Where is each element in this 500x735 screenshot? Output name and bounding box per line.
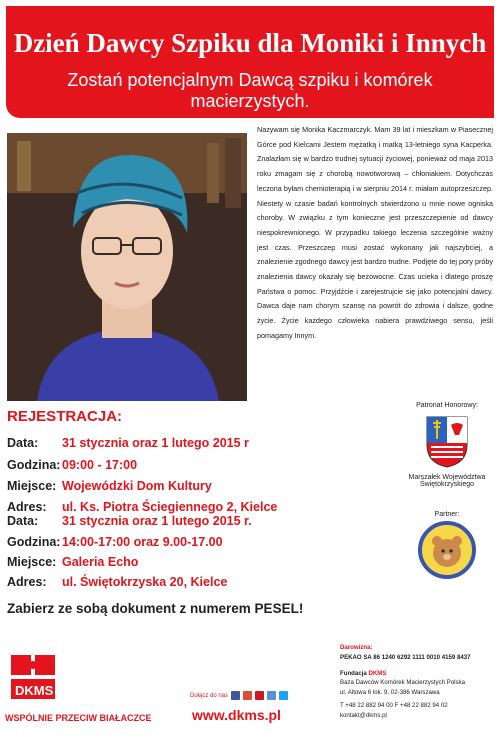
event2-time-value: 14:00-17:00 oraz 9.00-17.00 (62, 535, 223, 549)
patron-block (400, 402, 494, 488)
twitter-icon[interactable] (279, 691, 288, 700)
event2-address-label: Adres: (7, 575, 47, 589)
event1-date-label: Data: (7, 436, 39, 450)
portrait-photo (7, 133, 247, 401)
foundation-address: ul. Altowa 6 lok. 9, 02-386 Warszawa (340, 689, 440, 697)
youtube-icon[interactable] (255, 691, 264, 700)
patron-line2: Świętokrzyskiego (419, 481, 475, 488)
event1-time-value: 09:00 - 17:00 (62, 458, 138, 472)
foundation-org: Baza Dawców Komórek Macierzystych Polska (340, 679, 465, 687)
pesel-notice: Zabierz ze sobą dokument z numerem PESEL! (7, 601, 304, 616)
social-links (190, 691, 288, 700)
dolacz-label: Dołącz do nas (190, 692, 229, 699)
dkms-logo (7, 651, 77, 718)
event2-time-label: Godzina: (7, 535, 61, 549)
event1-date-value: 31 stycznia oraz 1 lutego 2015 r (62, 436, 249, 450)
event1-address-row (7, 500, 277, 514)
event2-address-row (7, 575, 227, 589)
patron-line1: Marszałek Województwa (408, 474, 486, 481)
foundation-prefix: Fundacja (340, 669, 367, 677)
portrait-illustration (7, 133, 247, 401)
page-title: Dzień Dawcy Szpiku dla Moniki i Innych (13, 28, 487, 58)
event1-address-value: ul. Ks. Piotra Ściegiennego 2, Kielce (62, 500, 278, 514)
event2-place-label: Miejsce: (7, 555, 57, 569)
voivodeship-coat-of-arms-icon (425, 415, 469, 469)
event1-date-row (7, 436, 249, 450)
foundation-phones: T +48 22 882 94 00 F +48 22 882 94 02 (340, 701, 448, 709)
event1-time-row (7, 458, 137, 472)
header-banner (6, 6, 494, 118)
contact-block (340, 643, 498, 721)
event1-place-value: Wojewódzki Dom Kultury (62, 479, 212, 493)
patron-title: Patronat Honorowy: (416, 402, 478, 409)
google-plus-icon[interactable] (243, 691, 252, 700)
partner-block (400, 511, 494, 581)
donation-label: Darowizna: (340, 644, 373, 651)
bank-account: PEKAO SA 86 1240 6292 1111 0010 4159 8437 (340, 653, 471, 661)
event2-place-value: Galeria Echo (62, 555, 139, 569)
event2-date-value: 31 stycznia oraz 1 lutego 2015 r. (62, 514, 252, 528)
blog-icon[interactable] (267, 691, 276, 700)
event1-place-label: Miejsce: (7, 479, 57, 493)
registration-title: REJESTRACJA: (7, 408, 123, 425)
event2-date-label: Data: (7, 514, 39, 528)
facebook-icon[interactable] (231, 691, 240, 700)
svg-text:DKMS: DKMS (15, 683, 54, 698)
partner-title: Partner: (434, 511, 460, 518)
teddy-foundation-logo-icon (418, 521, 476, 579)
event1-address-label: Adres: (7, 500, 47, 514)
event2-time-row (7, 535, 223, 549)
foundation-line (340, 669, 498, 679)
bio-text: Nazywam się Monika Kaczmarczyk. Mam 39 lat i mieszkam w Piasecznej Górce pod Kielcami Jestem mężatką i matką 13-letniego syna Kacperka. Znalazłam się w bardzo trudnej sytuacji życiowej, ponieważ od maja 2013 roku zmagam się z chorobą nowotworową – chłoniakiem. Dotychczas leczona byłam chemioterapią i w sierpniu 2014 r. miałam autoprzeszczep. Niestety w czasie badań kontrolnych stwierdzono u mnie nowe ogniska choroby. W związku z tym konieczne jest przeszczepienie od dawcy niespokrewnionego. W przypadku takiego leczenia szczególnie ważny jest czas. Przeszczep musi zostać wykonany jak najszybciej, a znalezienie zgodnego dawcy jest bardzo trudne. Podjęte do tej pory próby znalezienia dawcy okazały się bezowocne. Czas ucieka i dlatego proszę Państwa o pomoc. Przyjdźcie i zarejestrujcie się jako potencjalni dawcy. Dawca daje nam chorym szansę na powrót do zdrowia i dalsze, godne życie. Życie każdego człowieka nabiera prawdziwego sensu, jeśli pomagamy Innym. (257, 125, 493, 340)
foundation-name: DKMS (368, 669, 387, 677)
event1-place-row (7, 479, 212, 493)
event1-time-label: Godzina: (7, 458, 61, 472)
website-link[interactable]: www.dkms.pl (192, 707, 281, 723)
dkms-slogan: WSPÓLNIE PRZECIW BIAŁACZCE (5, 713, 152, 723)
dkms-logo-icon (7, 651, 63, 713)
event2-date-row (7, 514, 252, 528)
event2-address-value: ul. Świętokrzyska 20, Kielce (62, 575, 228, 589)
foundation-email[interactable]: kontakt@dkms.pl (340, 711, 387, 719)
event2-place-row (7, 555, 138, 569)
page-subtitle: Zostań potencjalnym Dawcą szpiku i komórek macierzystych. (67, 70, 433, 111)
